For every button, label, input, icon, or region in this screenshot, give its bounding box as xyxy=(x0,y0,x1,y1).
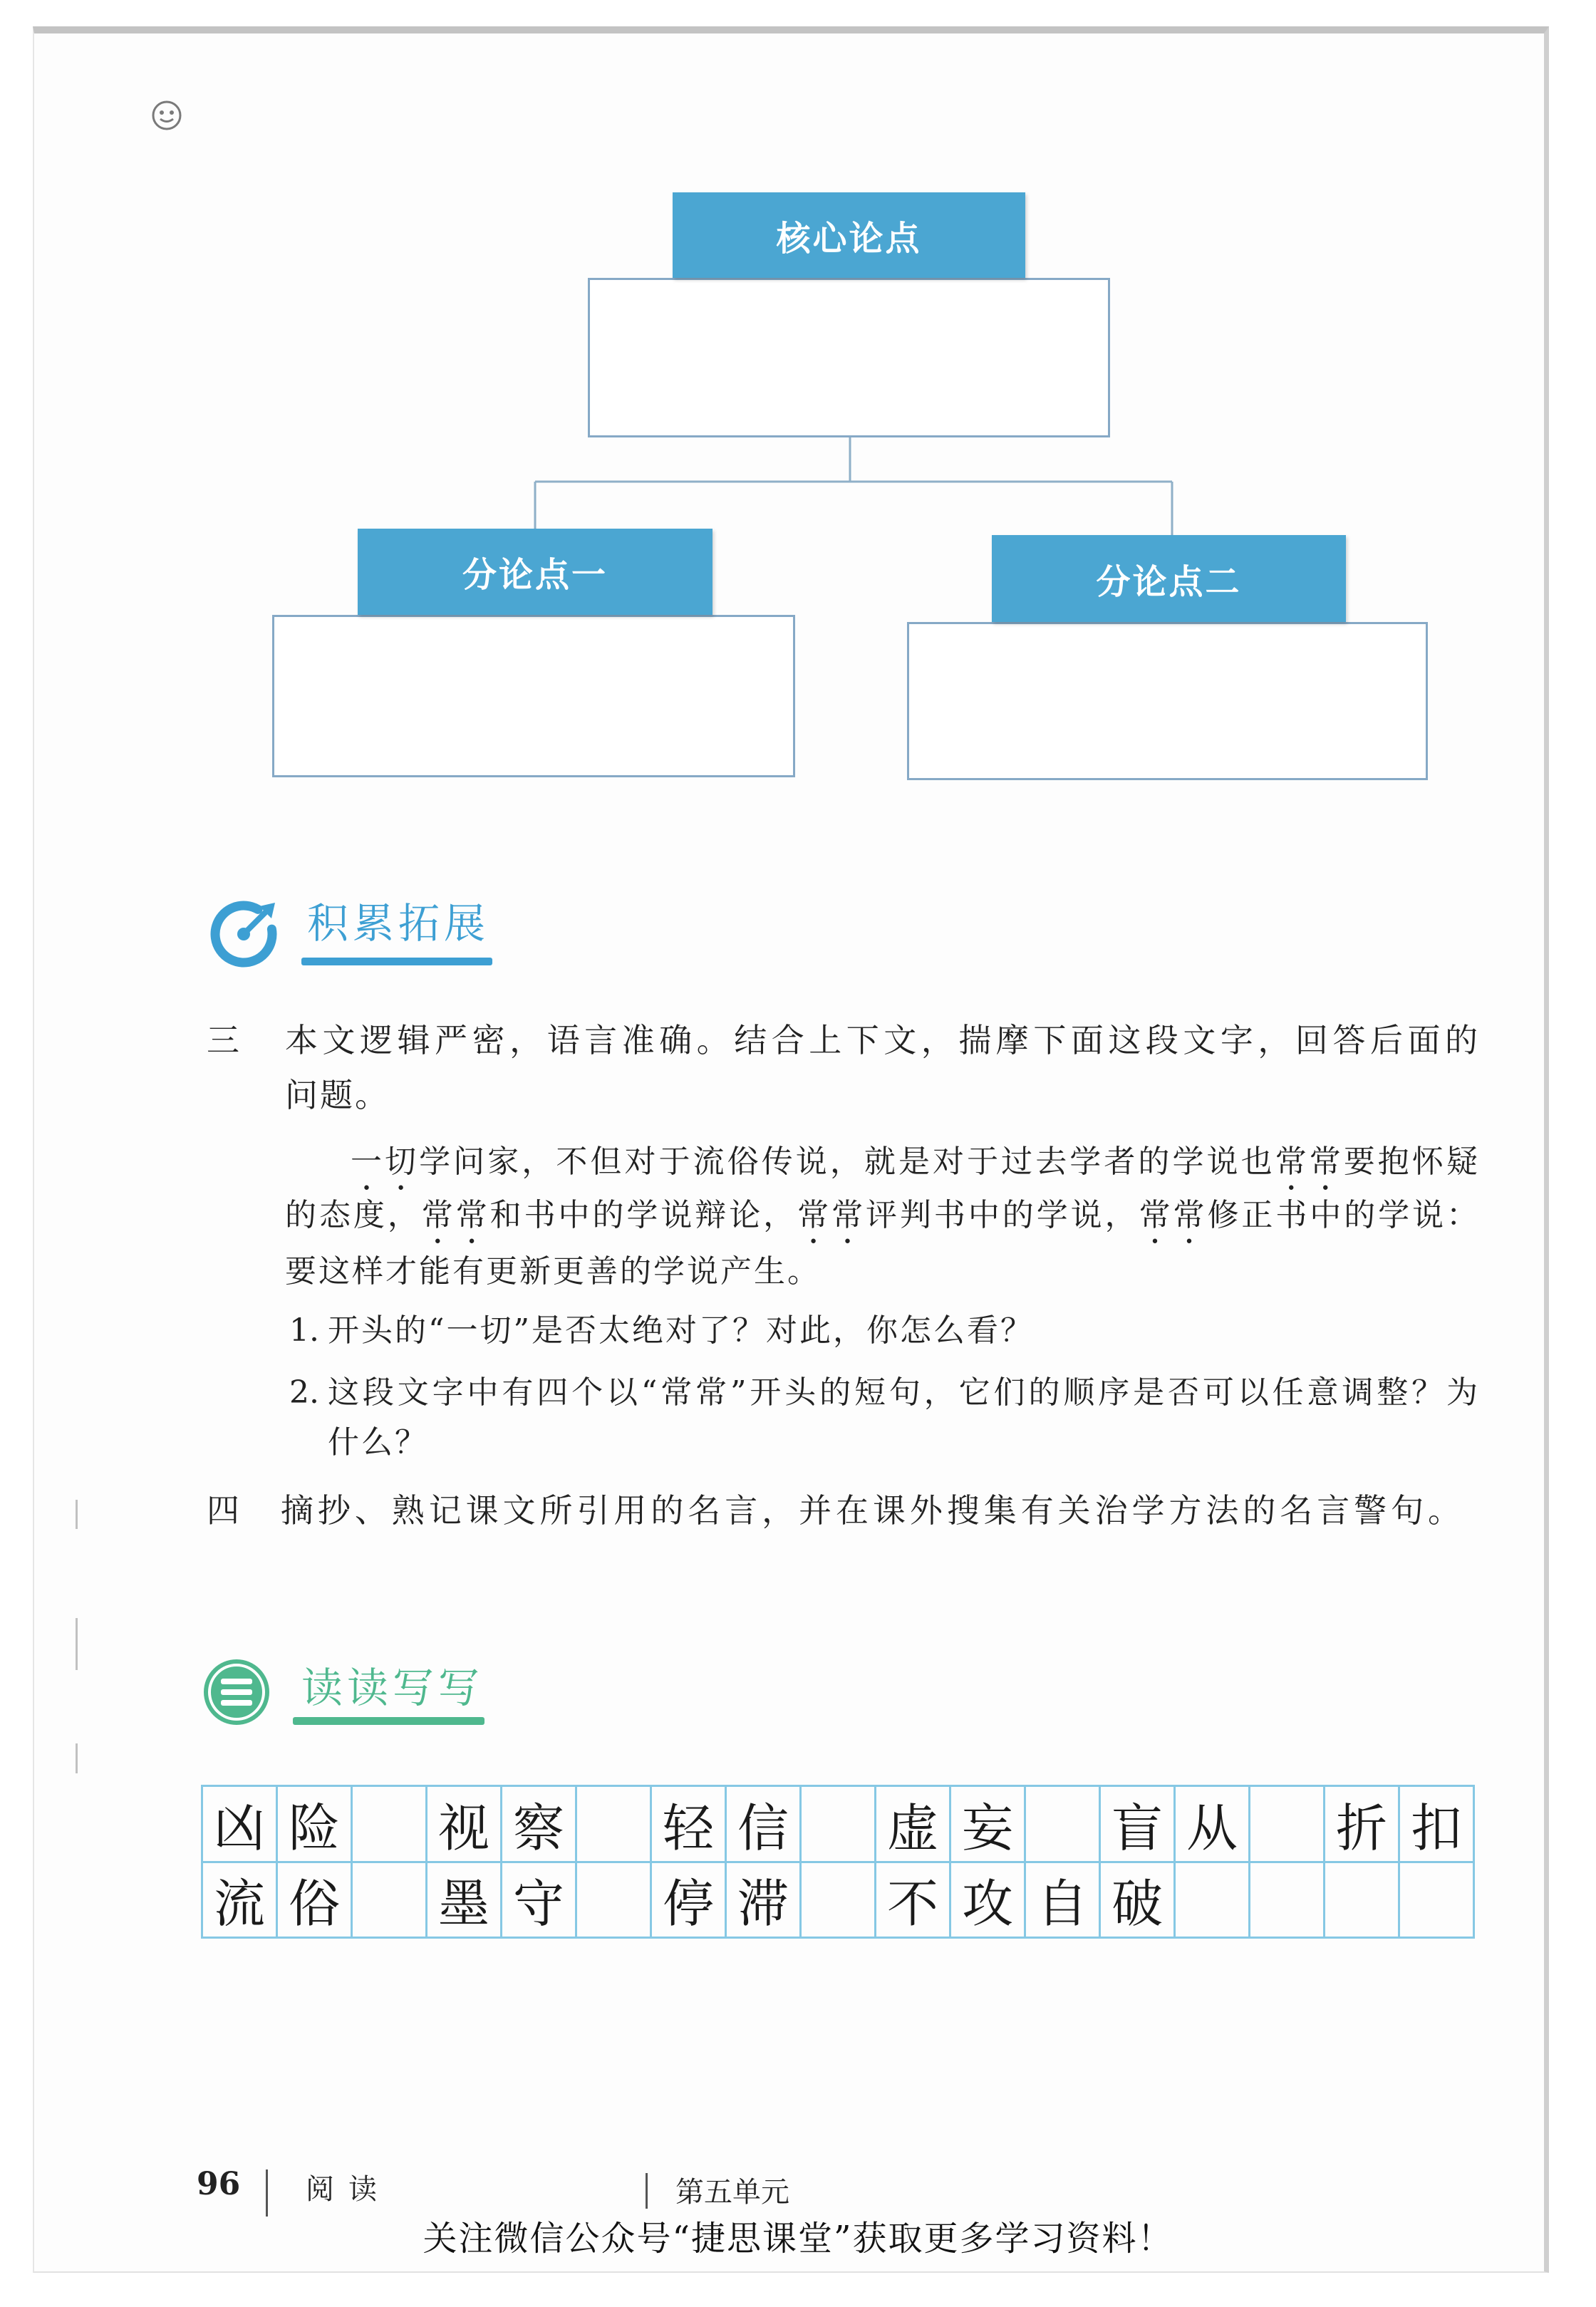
word-grid-cell: 从 xyxy=(1176,1787,1250,1863)
word-grid-empty-cell xyxy=(577,1787,652,1863)
question-number: 2. xyxy=(289,1374,319,1411)
word-grid-cell: 俗 xyxy=(278,1863,353,1939)
question-text: 开头的“一切”是否太绝对了？对此，你怎么看？ xyxy=(328,1312,1034,1349)
emphasized-text: 一切 xyxy=(351,1144,420,1180)
scan-mark xyxy=(76,1500,78,1529)
word-grid-cell: 凶 xyxy=(203,1787,278,1863)
exercise-prompt-line: 问题。 xyxy=(285,1076,390,1114)
section-title: 读读写写 xyxy=(301,1664,484,1712)
word-grid-empty-cell xyxy=(353,1863,428,1939)
emphasized-text: 常常 xyxy=(421,1197,490,1233)
word-grid-cell: 轻 xyxy=(652,1787,727,1863)
exercise-number: 三 xyxy=(207,1021,239,1059)
word-grid-cell: 妄 xyxy=(951,1787,1026,1863)
word-grid-cell: 虚 xyxy=(876,1787,951,1863)
word-grid-empty-cell xyxy=(577,1863,652,1939)
emphasized-text: 常常 xyxy=(1139,1197,1208,1233)
word-grid-cell: 流 xyxy=(203,1863,278,1939)
footer-divider xyxy=(646,2173,648,2209)
section-title-underline xyxy=(293,1717,484,1725)
passage-line xyxy=(351,1134,1480,1189)
footer-unit-label: 第五单元 xyxy=(675,2176,789,2209)
exercise-number: 四 xyxy=(207,1491,239,1530)
passage-text: 评判书中的学说， xyxy=(866,1197,1139,1233)
word-grid-cell: 扣 xyxy=(1400,1787,1475,1863)
passage-text: 修正书中的学说： xyxy=(1207,1197,1481,1233)
emphasized-text: 常常 xyxy=(797,1197,866,1233)
word-grid-cell: 攻 xyxy=(951,1863,1026,1939)
word-grid-cell: 视 xyxy=(428,1787,502,1863)
passage-text: 的态度， xyxy=(285,1197,422,1233)
passage-text: 和书中的学说辩论， xyxy=(489,1197,798,1233)
passage-text: 要这样才能有更新更善的学说产生。 xyxy=(285,1253,821,1290)
footer-divider xyxy=(266,2169,268,2217)
sub-argument-2-answer-box xyxy=(907,622,1428,780)
word-grid-cell: 守 xyxy=(502,1863,577,1939)
word-grid xyxy=(201,1785,1475,1939)
section-title: 积累拓展 xyxy=(307,899,490,948)
exercise-prompt-line: 本文逻辑严密，语言准确。结合上下文，揣摩下面这段文字，回答后面的 xyxy=(285,1021,1480,1059)
word-grid-empty-cell xyxy=(802,1787,876,1863)
question-number: 1. xyxy=(289,1312,319,1349)
question-text: 什么？ xyxy=(328,1424,428,1461)
passage-text: 要抱怀疑 xyxy=(1343,1144,1480,1180)
scan-mark xyxy=(76,1743,78,1773)
word-grid-empty-cell xyxy=(353,1787,428,1863)
question-text: 这段文字中有四个以“常常”开头的短句，它们的顺序是否可以任意调整？为 xyxy=(328,1374,1480,1411)
sub-argument-1-answer-box xyxy=(272,615,795,777)
emblem-icon xyxy=(150,99,183,132)
word-grid-empty-cell xyxy=(1250,1787,1325,1863)
word-grid-cell: 不 xyxy=(876,1863,951,1939)
watermark-caption: 关注微信公众号“捷思课堂”获取更多学习资料！ xyxy=(423,2219,1173,2259)
core-argument-answer-box xyxy=(588,278,1110,437)
sub-argument-1-header: 分论点一 xyxy=(358,529,712,615)
word-grid-empty-cell xyxy=(1026,1787,1101,1863)
word-grid-cell: 信 xyxy=(727,1787,802,1863)
footer-section-label: 阅读 xyxy=(306,2173,391,2206)
section-title-underline xyxy=(301,958,492,965)
word-grid-empty-cell xyxy=(1250,1863,1325,1939)
page-number: 96 xyxy=(197,2166,241,2202)
word-grid-cell: 察 xyxy=(502,1787,577,1863)
emphasized-text: 常常 xyxy=(1275,1144,1344,1180)
passage-line xyxy=(285,1244,998,1299)
word-grid-empty-cell xyxy=(1325,1863,1400,1939)
passage-text: 学问家，不但对于流俗传说，就是对于过去学者的学说也 xyxy=(419,1144,1275,1180)
diagram-connectors xyxy=(499,427,1211,541)
sub-argument-2-header: 分论点二 xyxy=(992,535,1346,622)
circular-arrow-icon xyxy=(207,897,281,971)
word-grid-cell: 破 xyxy=(1101,1863,1176,1939)
word-grid-cell: 折 xyxy=(1325,1787,1400,1863)
exercise-prompt-line: 摘抄、熟记课文所引用的名言，并在课外搜集有关治学方法的名言警句。 xyxy=(281,1491,1463,1530)
word-grid-cell: 停 xyxy=(652,1863,727,1939)
word-grid-cell: 险 xyxy=(278,1787,353,1863)
word-grid-empty-cell xyxy=(802,1863,876,1939)
word-grid-empty-cell xyxy=(1400,1863,1475,1939)
core-argument-header: 核心论点 xyxy=(673,192,1025,278)
list-circle-icon xyxy=(201,1657,272,1728)
word-grid-empty-cell xyxy=(1176,1863,1250,1939)
word-grid-cell: 盲 xyxy=(1101,1787,1176,1863)
word-grid-cell: 滞 xyxy=(727,1863,802,1939)
scan-mark xyxy=(76,1618,78,1670)
passage-line xyxy=(285,1188,1480,1243)
word-grid-cell: 自 xyxy=(1026,1863,1101,1939)
word-grid-cell: 墨 xyxy=(428,1863,502,1939)
